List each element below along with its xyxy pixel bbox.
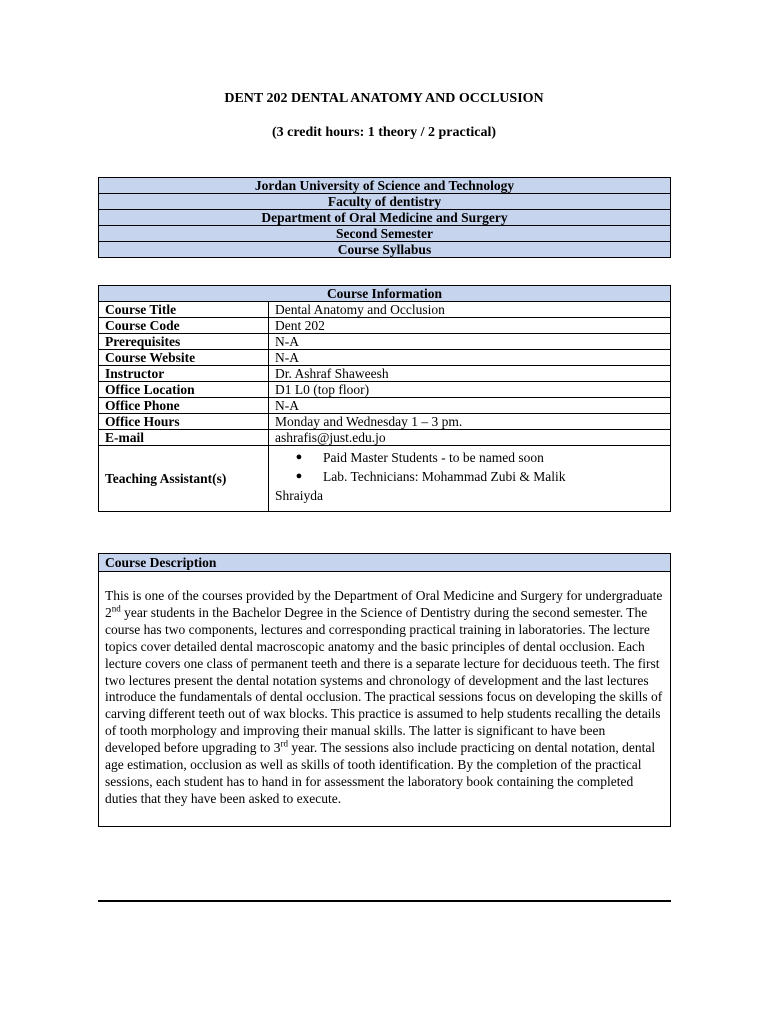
teaching-assistant-item-continuation: Shraiyda xyxy=(275,488,323,503)
faculty-name: Faculty of dentistry xyxy=(99,194,671,210)
teaching-assistants-label: Teaching Assistant(s) xyxy=(99,446,269,512)
instructor-value: Dr. Ashraf Shaweesh xyxy=(269,366,671,382)
instructor-label: Instructor xyxy=(99,366,269,382)
office-hours-label: Office Hours xyxy=(99,414,269,430)
list-item xyxy=(275,448,664,467)
bullet-icon: ● xyxy=(295,451,303,463)
course-description-table xyxy=(98,553,671,827)
list-item xyxy=(275,467,664,486)
description-text: year. The sessions also include practicing on dental notation, dental age estimation, occlusion as well as skills of tooth identification. By the completion of the practical sessions, each student has to hand in for assessment the laboratory book containing the completed duties that they have been asked to execute. xyxy=(105,740,656,806)
office-phone-label: Office Phone xyxy=(99,398,269,414)
course-information-table xyxy=(98,285,671,512)
course-description-heading: Course Description xyxy=(99,554,671,572)
ordinal-suffix: rd xyxy=(280,738,288,749)
office-location-value: D1 L0 (top floor) xyxy=(269,382,671,398)
course-description-body xyxy=(99,572,671,827)
course-code-value: Dent 202 xyxy=(269,318,671,334)
university-header-table xyxy=(98,177,671,258)
course-code-label: Course Code xyxy=(99,318,269,334)
teaching-assistants-value xyxy=(269,446,671,512)
page-title: DENT 202 DENTAL ANATOMY AND OCCLUSION xyxy=(224,91,544,106)
page-subtitle: (3 credit hours: 1 theory / 2 practical) xyxy=(271,125,497,140)
prerequisites-label: Prerequisites xyxy=(99,334,269,350)
university-name: Jordan University of Science and Technology xyxy=(99,178,671,194)
course-information-heading: Course Information xyxy=(99,286,671,302)
bullet-icon: ● xyxy=(295,470,303,482)
office-phone-value: N-A xyxy=(269,398,671,414)
description-text: This is one of the courses provided by the Department of Oral Medicine and Surgery for undergraduate 2 xyxy=(105,588,663,620)
course-title-value: Dental Anatomy and Occlusion xyxy=(269,302,671,318)
footer-divider xyxy=(98,900,671,902)
teaching-assistant-item: Lab. Technicians: Mohammad Zubi & Malik xyxy=(323,469,566,484)
office-location-label: Office Location xyxy=(99,382,269,398)
email-value[interactable]: ashrafis@just.edu.jo xyxy=(269,430,671,446)
department-name: Department of Oral Medicine and Surgery xyxy=(99,210,671,226)
email-label: E-mail xyxy=(99,430,269,446)
semester: Second Semester xyxy=(99,226,671,242)
course-title-label: Course Title xyxy=(99,302,269,318)
office-hours-value: Monday and Wednesday 1 – 3 pm. xyxy=(269,414,671,430)
course-website-label: Course Website xyxy=(99,350,269,366)
course-website-value: N-A xyxy=(269,350,671,366)
document-type: Course Syllabus xyxy=(99,242,671,258)
teaching-assistant-item: Paid Master Students - to be named soon xyxy=(323,450,544,465)
prerequisites-value: N-A xyxy=(269,334,671,350)
ordinal-suffix: nd xyxy=(111,603,121,614)
description-text: year students in the Bachelor Degree in the Science of Dentistry during the second semester. The course has two components, lectures and corresponding practical training in laboratories. The lecture topics cover detailed dental macroscopic anatomy and the basic principles of dental occlusion. Each lecture covers one class of permanent teeth and there is a separate lecture for deciduous teeth. The first two lectures present the dental notation systems and chronology of development and the last lectures introduce the fundamentals of dental occlusion. The practical sessions focus on developing the skills of carving different teeth out of wax blocks. This practice is assumed to help students recalling the details of tooth morphology and improving their manual skills. The latter is significant to have been developed before upgrading to 3 xyxy=(105,604,663,756)
